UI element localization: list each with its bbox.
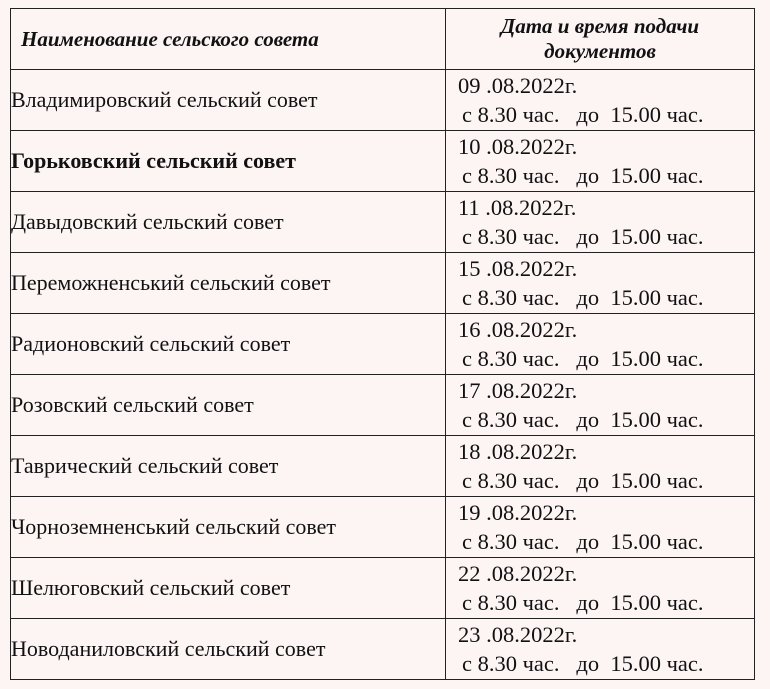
schedule-table [10, 8, 755, 680]
submission-time: с 8.30 час. до 15.00 час. [462, 163, 704, 188]
table-row [11, 436, 755, 497]
date-time-cell [446, 192, 755, 253]
table-row [11, 70, 755, 131]
table-body [11, 70, 755, 680]
council-name-cell: Розовский сельский совет [11, 375, 446, 436]
date-time-cell [446, 253, 755, 314]
council-name-cell: Владимировский сельский совет [11, 70, 446, 131]
date-time-cell [446, 558, 755, 619]
council-name-cell: Новоданиловский сельский совет [11, 619, 446, 680]
submission-time: с 8.30 час. до 15.00 час. [462, 102, 704, 127]
submission-time: с 8.30 час. до 15.00 час. [462, 224, 704, 249]
submission-time: с 8.30 час. до 15.00 час. [462, 407, 704, 432]
date-time-cell [446, 375, 755, 436]
table-row [11, 497, 755, 558]
date-time-cell [446, 619, 755, 680]
table-row [11, 558, 755, 619]
submission-date: 18 .08.2022г. [458, 439, 578, 464]
submission-date: 09 .08.2022г. [458, 73, 578, 98]
submission-date: 23 .08.2022г. [458, 622, 578, 647]
table-row [11, 619, 755, 680]
submission-date: 10 .08.2022г. [458, 134, 578, 159]
submission-time: с 8.30 час. до 15.00 час. [462, 346, 704, 371]
submission-time: с 8.30 час. до 15.00 час. [462, 285, 704, 310]
council-name-cell: Давыдовский сельский совет [11, 192, 446, 253]
submission-time: с 8.30 час. до 15.00 час. [462, 651, 704, 676]
header-council-name: Наименование сельского совета [11, 9, 446, 70]
submission-date: 17 .08.2022г. [458, 378, 578, 403]
submission-date: 22 .08.2022г. [458, 561, 578, 586]
submission-time: с 8.30 час. до 15.00 час. [462, 529, 704, 554]
table-header-row [11, 9, 755, 70]
council-name-cell: Чорноземненський сельский совет [11, 497, 446, 558]
council-name-cell: Переможненський сельский совет [11, 253, 446, 314]
submission-time: с 8.30 час. до 15.00 час. [462, 468, 704, 493]
date-time-cell [446, 314, 755, 375]
submission-date: 19 .08.2022г. [458, 500, 578, 525]
council-name-cell: Радионовский сельский совет [11, 314, 446, 375]
table-row [11, 314, 755, 375]
table-row [11, 192, 755, 253]
submission-date: 15 .08.2022г. [458, 256, 578, 281]
submission-date: 11 .08.2022г. [458, 195, 577, 220]
date-time-cell [446, 497, 755, 558]
date-time-cell [446, 131, 755, 192]
table-row [11, 253, 755, 314]
submission-time: с 8.30 час. до 15.00 час. [462, 590, 704, 615]
council-name-cell: Горьковский сельский совет [11, 131, 446, 192]
submission-date: 16 .08.2022г. [458, 317, 578, 342]
table-row [11, 131, 755, 192]
council-name-cell: Шелюговский сельский совет [11, 558, 446, 619]
date-time-cell [446, 70, 755, 131]
date-time-cell [446, 436, 755, 497]
table-row [11, 375, 755, 436]
council-name-cell: Таврический сельский совет [11, 436, 446, 497]
header-date-time: Дата и время подачи документов [446, 9, 755, 70]
